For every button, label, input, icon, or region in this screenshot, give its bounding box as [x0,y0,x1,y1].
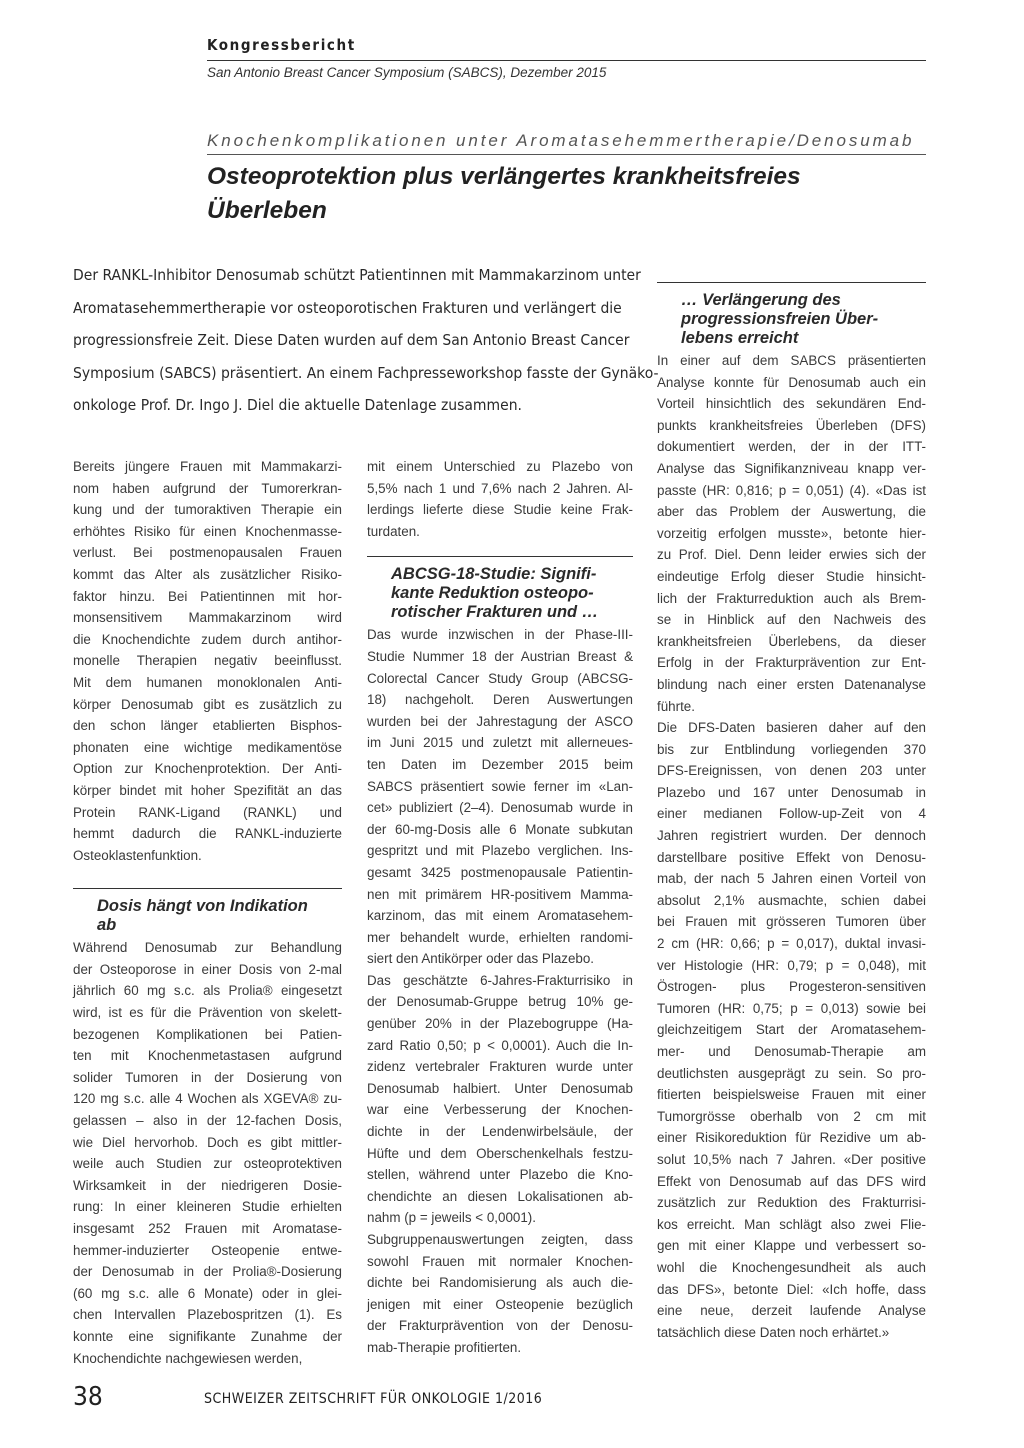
text-line: ver Histologie (HR: 0,79; p = 0,048), mit [657,957,926,973]
text-line: Mit dem humanen monoklonalen Anti- [73,674,342,690]
text-line: der Frakturprävention von der Denosu- [367,1318,633,1334]
text-line: SABCS präsentiert sowie ferner im «Lan- [367,778,633,794]
section-title: Kongressbericht [207,36,356,54]
paragraph [367,624,633,970]
subheading-dosis [73,888,342,935]
text-line: einer medianen Follow-up-Zeit von 4 [657,806,926,822]
text-line: das DFS», betonte Diel: «Ich hoffe, dass [657,1281,926,1297]
text-line: körper Denosumab gibt es zusätzlich zu [73,696,342,712]
conference-subtitle: San Antonio Breast Cancer Symposium (SABCS), Dezember 2015 [207,65,607,80]
text-line: Analyse das Signifikanzniveau knapp ver- [657,460,926,476]
text-line: dichte bei Randomisierung als auch die- [367,1275,633,1291]
text-line: Wirksamkeit in der niedrigeren Dosie- [73,1177,342,1193]
text-line: 5,5% nach 1 und 7,6% nach 2 Jahren. Al- [367,480,633,496]
text-line: wohl die Knochengesundheit als auch [657,1259,926,1275]
text-line: In einer auf dem SABCS präsentierten [657,353,926,368]
text-line: lerdings lieferte diese Studie keine Frak- [367,502,633,518]
paragraph [367,970,633,1229]
text-line: Plazebo und 167 unter Denosumab in [657,784,926,800]
text-line: DFS-Ereignissen, von denen 203 unter [657,763,926,779]
text-line: solider Tumoren in der Dosierung von [73,1069,342,1085]
subheading-dfs [657,282,926,348]
text-line: gelassen – also in der 12-fachen Dosis, [73,1113,342,1129]
column-3 [657,282,926,1343]
subheading-line: … Verlängerung des [681,291,841,309]
article-kicker: Knochenkomplikationen unter Aromatasehemmertherapie/Denosumab [207,131,926,155]
lead-line: Symposium (SABCS) präsentiert. An einem Fachpresseworkshop fasste der Gynäko- [73,363,659,382]
text-line: Subgruppenauswertungen zeigten, dass [367,1232,633,1247]
paragraph [73,456,342,866]
text-line: mit einem Unterschied zu Plazebo von [367,459,633,474]
journal-name: SCHWEIZER ZEITSCHRIFT FÜR ONKOLOGIE 1/2016 [204,1391,543,1407]
subheading-abcsg18 [367,556,633,622]
text-line: mer behandelt wurde, erhielten randomi- [367,929,633,945]
text-line: Colorectal Cancer Study Group (ABCSG- [367,670,633,686]
text-line: gleichzeitigem Start der Aromatasehem- [657,1022,926,1038]
paragraph [657,717,926,1343]
text-line: genüber 20% in der Plazebogruppe (Ha- [367,1016,633,1032]
text-line: Denosumab halbiert. Unter Denosumab [367,1080,633,1096]
text-line: mab, der nach 5 Jahren einen Vorteil von [657,871,926,887]
text-line: bei Frauen mit grösseren Tumoren über [657,914,926,930]
text-line: zard Ratio 0,50; p < 0,0001). Auch die In- [367,1037,633,1053]
text-line: nahm (p = jeweils < 0,0001). [367,1210,536,1226]
text-line: faktor hinzu. Bei Patientinnen mit hor- [73,588,342,604]
text-line: nen mit primärem HR-positivem Mamma- [367,886,633,902]
text-line: die Knochendichte zudem durch antihor- [73,631,342,647]
text-line: hemmt dadurch die RANKL-induzierte [73,826,342,842]
text-line: Effekt von Denosumab auf das DFS wird [657,1173,926,1189]
text-line: Studie Nummer 18 der Austrian Breast & [367,648,633,664]
subheading-line: lebens erreicht [681,329,799,347]
text-line: mer- und Denosumab-Therapie am [657,1044,926,1059]
text-line: karzinom, das mit einem Aromatasehem- [367,908,633,924]
text-line: eine neue, derzeit laufende Analyse [657,1303,926,1319]
running-header [207,36,926,80]
text-line: Die DFS-Daten basieren daher auf den [657,720,926,736]
text-line: bezogenen Komplikationen bei Patien- [73,1026,342,1042]
text-line: aber das Problem der Auswertung, die [657,504,926,520]
text-line: turdaten. [367,523,420,539]
text-line: war eine Verbesserung der Knochen- [367,1102,633,1118]
subheading-line: ab [97,916,117,935]
text-line: siert den Antikörper oder das Plazebo. [367,951,595,967]
text-line: solut 10,5% nach 7 Jahren. «Der positive [657,1151,926,1167]
text-line: monsensitivem Mammakarzinom wird [73,610,342,626]
text-line: der 60-mg-Dosis alle 6 Monate subkutan [367,821,633,837]
paragraph [657,350,926,717]
text-line: fitierten beispielsweise Frauen mit einer [657,1087,926,1103]
text-line: Option zur Knochenprotektion. Der Anti- [73,761,342,777]
text-line: darstellbare positive Effekt von Denosu- [657,849,926,865]
text-line: verlust. Bei postmenopausalen Frauen [73,545,342,561]
text-line: insgesamt 252 Frauen mit Aromatase- [73,1221,342,1236]
text-line: der Denosumab in der Prolia®-Dosierung [73,1264,342,1280]
text-line: einer Risikoreduktion für Rezidive um ab- [657,1130,926,1146]
text-line: krankheitsfreien Überlebens, da dieser [657,633,926,649]
text-line: 18) nachgeholt. Deren Auswertungen [367,692,633,708]
text-line: Jahren registriert wurden. Der dennoch [657,828,926,844]
text-line: punkts krankheitsfreies Überleben (DFS) [657,417,926,433]
text-line: Hüfte und dem Oberschenkelhals festzu- [367,1145,633,1161]
text-line: Erfolg in der Frakturprävention zur Ent- [657,655,926,671]
text-line: jährlich 60 mg s.c. als Prolia® eingesetzt [73,983,342,999]
text-line: Tumoren (HR: 0,75; p = 0,013) sowie bei [657,1000,926,1016]
text-line: der Osteoporose in einer Dosis von 2-mal [73,961,342,977]
lead-line: progressionsfreie Zeit. Diese Daten wurden auf dem San Antonio Breast Cancer [73,331,630,349]
text-line: dokumentiert werden, der in der ITT- [657,439,926,455]
paragraph [367,1229,633,1359]
text-line: Tumorgrösse oberhalb von 2 cm mit [657,1108,926,1124]
page-number: 38 [73,1382,103,1412]
text-line: deutlichsten ausgeprägt zu sein. So pro- [657,1065,926,1081]
text-line: Protein RANK-Ligand (RANKL) und [73,804,342,820]
header-rule [207,60,926,61]
title-line-2: Überleben [207,197,327,224]
text-line: jenigen mit einer Osteopenie bezüglich [367,1296,633,1312]
column-1 [73,456,342,1369]
text-line: monelle Therapien negativ beeinflusst. [73,653,342,669]
title-line-1: Osteoprotektion plus verlängertes krankheitsfreies [207,163,801,190]
text-line: Östrogen- plus Progesteron-sensitiven [657,979,926,995]
text-line: konnte eine signifikante Zunahme der [73,1328,342,1344]
text-line: nom haben aufgrund der Tumorerkran- [73,480,342,496]
text-line: Vorteil hinsichtlich des sekundären End- [657,396,926,412]
lead-line: Aromatasehemmertherapie vor osteoporotischen Frakturen und verlängert die [73,298,622,317]
lead-paragraph [73,259,659,422]
text-line: kos erreicht. Man schlägt also zwei Flie- [657,1216,926,1232]
text-line: se in Hinblick auf den Nachweis des [657,612,926,628]
text-line: wie Diel hervorhob. Doch es gibt mittler- [73,1134,342,1150]
text-line: absolut 2,1% ausmachte, schien dabei [657,892,926,908]
subheading-line: ABCSG-18-Studie: Signifi- [391,565,597,584]
text-line: Analyse konnte für Denosumab auch ein [657,374,926,390]
text-line: zidenz vertebraler Frakturen wurde unter [367,1059,633,1075]
subheading-line: Dosis hängt von Indikation [97,897,308,916]
text-line: passte (HR: 0,816; p = 0,051) (4). «Das ist [657,482,926,498]
text-line: körper bindet mit hoher Spezifität an das [73,782,342,798]
text-line: erhöhtes Risiko für einen Knochenmasse- [73,523,342,539]
text-line: Das wurde inzwischen in der Phase-III- [367,627,633,643]
lead-line: onkologe Prof. Dr. Ingo J. Diel die aktuelle Datenlage zusammen. [73,396,522,414]
paragraph [367,456,633,542]
subheading-line: progressionsfreien Über- [681,310,879,328]
text-line: blindung nach einer ersten Datenanalyse [657,676,926,692]
text-line: hemmer-induzierter Osteopenie entwe- [73,1242,342,1258]
text-line: stellen, während unter Plazebo die Kno- [367,1167,633,1183]
text-line: Osteoklastenfunktion. [73,847,202,863]
text-line: den schon länger etablierten Bisphos- [73,718,342,734]
text-line: weile auch Studien zur osteoprotektiven [73,1156,342,1172]
text-line: führte. [657,698,695,714]
text-line: gesamt 3425 postmenopausale Patientin- [367,864,633,880]
subheading-line: kante Reduktion osteopo- [391,584,594,603]
text-line: Während Denosumab zur Behandlung [73,940,342,956]
text-line: mab-Therapie profitierten. [367,1339,522,1355]
text-line: lich der Frakturreduktion auch als Brem- [657,590,926,606]
paragraph [73,937,342,1369]
text-line: rung: In einer kleineren Studie erhielten [73,1199,342,1215]
text-line: im Juni 2015 und zuletzt mit allerneues- [367,735,633,751]
text-line: vorzeitig erfolgen musste», betonte hier- [657,525,926,541]
text-line: kommt das Alter als zusätzlicher Risiko- [73,566,342,582]
text-line: (60 mg s.c. alle 6 Monate) oder in glei- [73,1285,342,1301]
text-line: zusätzlich zur Reduktion des Frakturrisi- [657,1195,926,1211]
text-line: 120 mg s.c. alle 4 Wochen als XGEVA® zu- [73,1091,342,1107]
text-line: bis zur Entblindung vorliegenden 370 [657,741,926,757]
text-line: ten Daten im Dezember 2015 beim [367,756,633,772]
text-line: Das geschätzte 6-Jahres-Frakturrisiko in [367,972,633,988]
article-title [207,160,926,228]
text-line: 2 cm (HR: 0,66; p = 0,017), duktal invasi- [657,936,926,952]
subheading-line: rotischer Frakturen und … [391,603,599,622]
text-line: Bereits jüngere Frauen mit Mammakarzi- [73,459,342,474]
text-line: wurden bei der Jahrestagung der ASCO [367,713,633,729]
text-line: phonaten eine wichtige medikamentöse [73,739,342,755]
text-line: chen Intervallen Plazebospritzen (1). Es [73,1307,342,1323]
text-line: cet» publiziert (2–4). Denosumab wurde in [367,800,633,816]
text-line: zu Prof. Diel. Denn leider erwies sich der [657,547,926,563]
lead-line: Der RANKL-Inhibitor Denosumab schützt Patientinnen mit Mammakarzinom unter [73,266,641,284]
text-line: kung und der tumoraktiven Therapie ein [73,502,342,518]
text-line: chendichte an diesen Lokalisationen ab- [367,1188,633,1204]
text-line: gespritzt und mit Plazebo verglichen. Ins- [367,843,633,859]
column-2 [367,456,633,1359]
text-line: wird, ist es für die Prävention von skelett- [73,1005,342,1021]
text-line: sowohl Frauen mit normaler Knochen- [367,1253,633,1269]
text-line: eindeutige Erfolg dieser Studie hinsicht- [657,568,926,584]
text-line: ten mit Knochenmetastasen aufgrund [73,1048,342,1064]
text-line: dichte in der Lendenwirbelsäule, der [367,1124,633,1140]
text-line: tatsächlich diese Daten noch erhärtet.» [657,1324,890,1340]
text-line: gen mit einer Klappe und verbessert so- [657,1238,926,1254]
text-line: Knochendichte nachgewiesen werden, [73,1350,303,1366]
text-line: der Denosumab-Gruppe betrug 10% ge- [367,994,633,1010]
